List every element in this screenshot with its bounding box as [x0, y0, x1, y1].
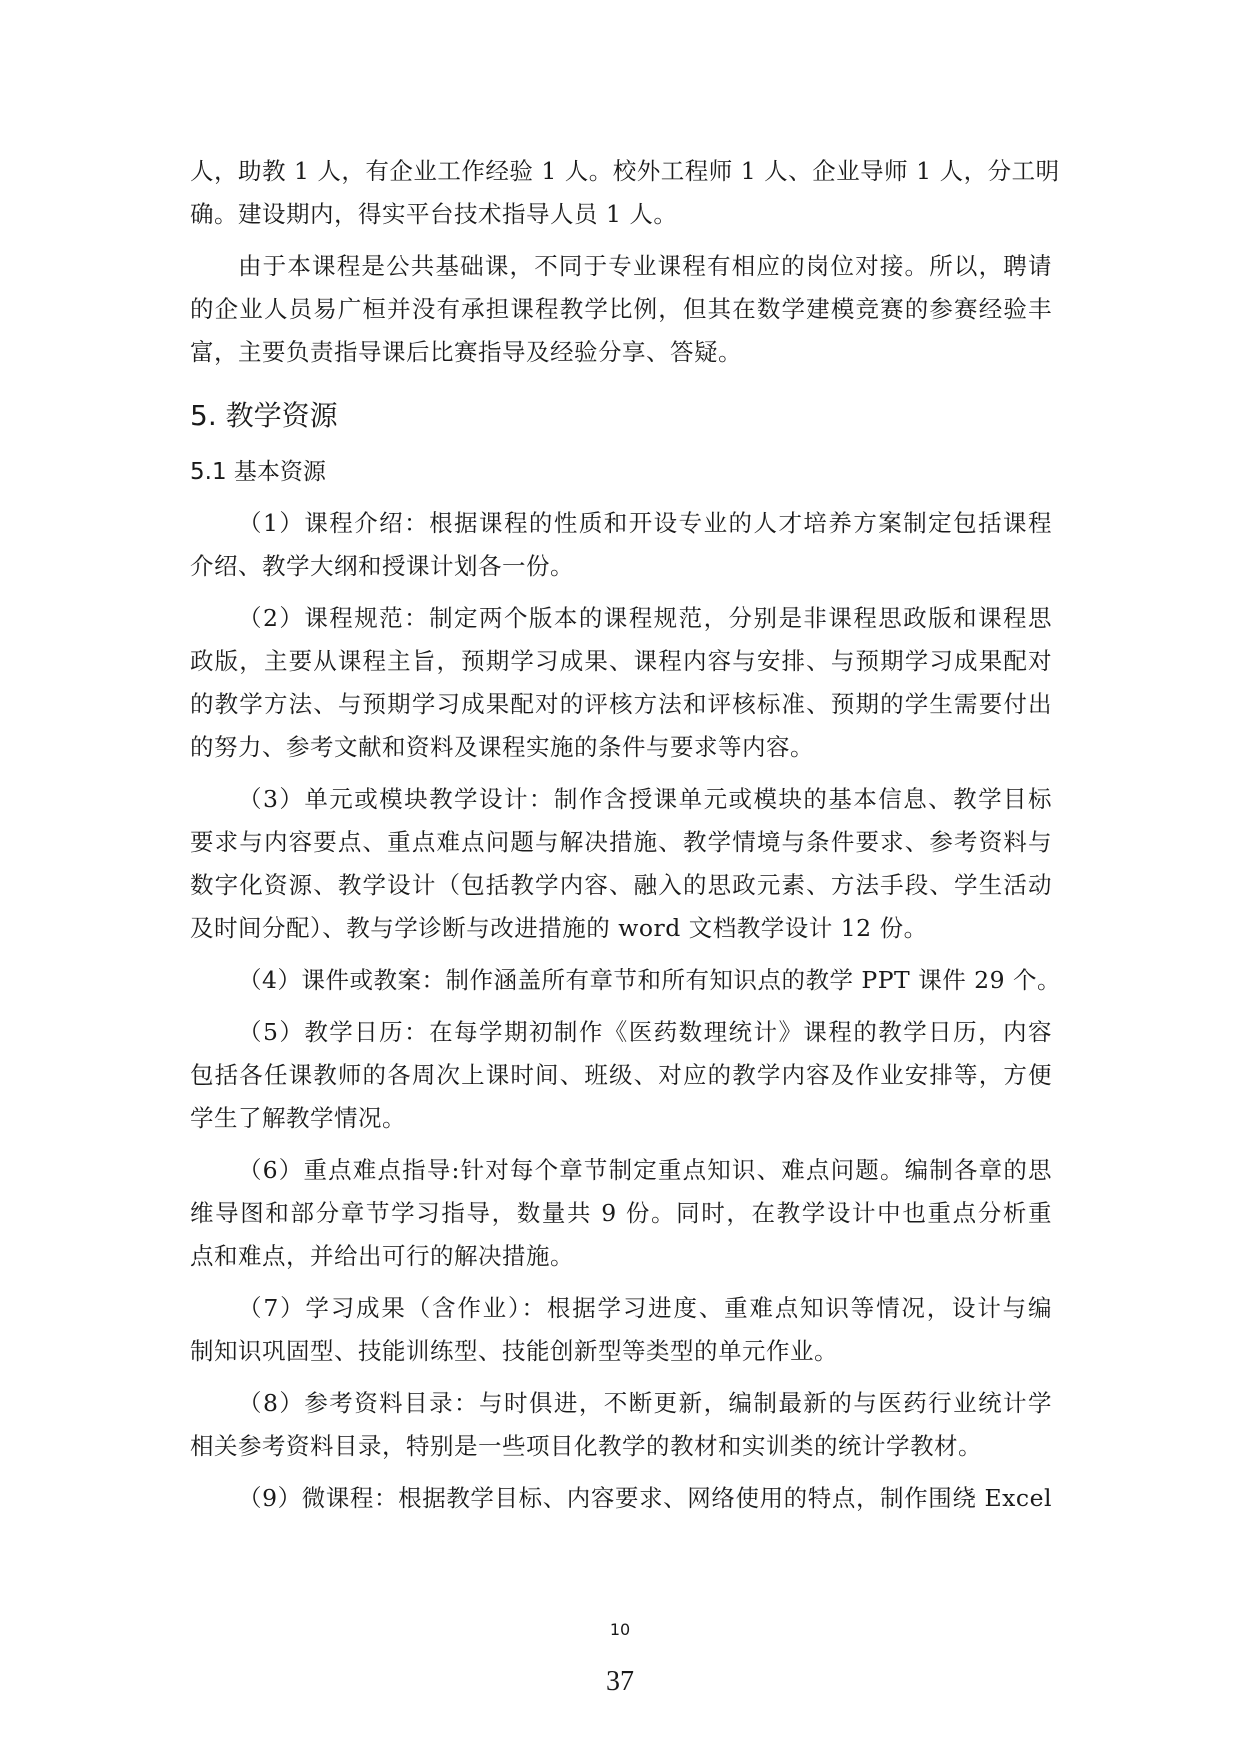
page-number-outer: 37	[606, 1666, 634, 1697]
list-item	[190, 959, 1062, 1002]
text-line: 的教学方法、与预期学习成果配对的评核方法和评核标准、预期的学生需要付出	[190, 690, 1052, 718]
text-line: 维导图和部分章节学习指导，数量共 9 份。同时，在教学设计中也重点分析重	[190, 1199, 1052, 1227]
list-item	[190, 1382, 1052, 1468]
text-line: 确。建设期内，得实平台技术指导人员 1 人。	[190, 200, 678, 228]
text-line: 要求与内容要点、重点难点问题与解决措施、教学情境与条件要求、参考资料与	[190, 828, 1052, 856]
text-line: 制知识巩固型、技能训练型、技能创新型等类型的单元作业。	[190, 1337, 838, 1365]
list-item	[190, 502, 1052, 588]
text-line: 富，主要负责指导课后比赛指导及经验分享、答疑。	[190, 338, 742, 366]
list-item	[190, 1149, 1052, 1278]
text-line: 的企业人员易广桓并没有承担课程教学比例，但其在数学建模竞赛的参赛经验丰	[190, 295, 1052, 323]
text-line: （6）重点难点指导:针对每个章节制定重点知识、难点问题。编制各章的思	[238, 1156, 1052, 1184]
text-line: （8）参考资料目录：与时俱进，不断更新，编制最新的与医药行业统计学	[238, 1389, 1052, 1417]
subsection-heading: 5.1 基本资源	[190, 459, 326, 485]
text-line: 数字化资源、教学设计（包括教学内容、融入的思政元素、方法手段、学生活动	[190, 871, 1052, 899]
list-item	[190, 1477, 1052, 1520]
section-heading: 5. 教学资源	[190, 399, 338, 432]
list-item	[190, 1287, 1052, 1373]
text-line: 相关参考资料目录，特别是一些项目化教学的教材和实训类的统计学教材。	[190, 1432, 982, 1460]
text-line: 由于本课程是公共基础课，不同于专业课程有相应的岗位对接。所以，聘请	[238, 252, 1052, 280]
text-line: 及时间分配）、教与学诊断与改进措施的 word 文档教学设计 12 份。	[190, 914, 928, 942]
list-item	[190, 1011, 1052, 1140]
text-line: （3）单元或模块教学设计：制作含授课单元或模块的基本信息、教学目标	[238, 785, 1052, 813]
list-item	[190, 597, 1052, 769]
text-line: 的努力、参考文献和资料及课程实施的条件与要求等内容。	[190, 733, 814, 761]
text-line: （5）教学日历：在每学期初制作《医药数理统计》课程的教学日历，内容	[238, 1018, 1052, 1046]
text-line: 包括各任课教师的各周次上课时间、班级、对应的教学内容及作业安排等，方便	[190, 1061, 1052, 1089]
document-body	[190, 150, 1062, 1529]
text-line: （7）学习成果（含作业）：根据学习进度、重难点知识等情况，设计与编	[238, 1294, 1052, 1322]
text-line: （4）课件或教案：制作涵盖所有章节和所有知识点的教学 PPT 课件 29 个。	[238, 966, 1062, 994]
text-line: 人，助教 1 人，有企业工作经验 1 人。校外工程师 1 人、企业导师 1 人，分工明	[190, 157, 1060, 185]
text-line: 学生了解教学情况。	[190, 1104, 406, 1132]
text-line: （9）微课程：根据教学目标、内容要求、网络使用的特点，制作围绕 Excel	[238, 1484, 1052, 1512]
text-line: （1）课程介绍：根据课程的性质和开设专业的人才培养方案制定包括课程	[238, 509, 1052, 537]
paragraph	[190, 245, 1052, 374]
text-line: （2）课程规范：制定两个版本的课程规范，分别是非课程思政版和课程思	[238, 604, 1052, 632]
paragraph	[190, 150, 1060, 236]
text-line: 点和难点，并给出可行的解决措施。	[190, 1242, 574, 1270]
text-line: 介绍、教学大纲和授课计划各一份。	[190, 552, 574, 580]
list-item	[190, 778, 1052, 950]
page-number-inner: 10	[609, 1620, 631, 1639]
text-line: 政版，主要从课程主旨，预期学习成果、课程内容与安排、与预期学习成果配对	[190, 647, 1052, 675]
